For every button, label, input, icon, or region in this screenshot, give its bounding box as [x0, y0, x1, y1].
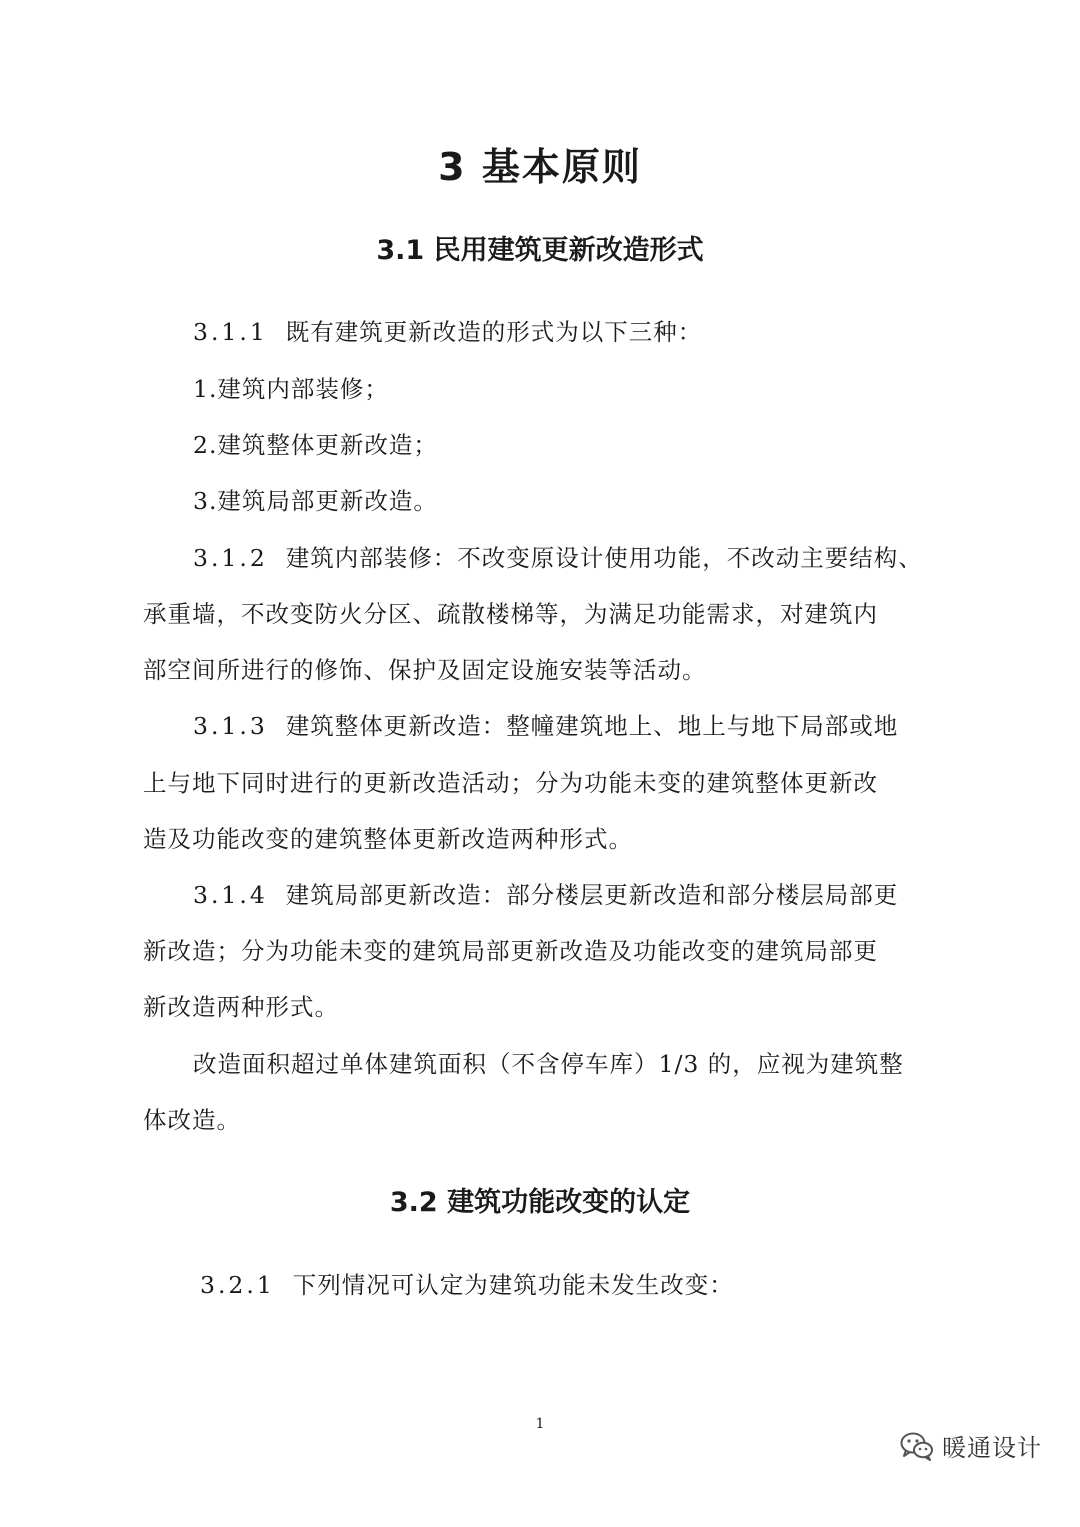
clause-text-line: 承重墙，不改变防火分区、疏散楼梯等，为满足功能需求，对建筑内 [143, 600, 878, 628]
clause-text: 下列情况可认定为建筑功能未发生改变： [292, 1271, 734, 1299]
clause-3-1-4 [193, 876, 898, 910]
clause-3-1-3 [193, 707, 898, 741]
page-number: 1 [535, 1416, 545, 1432]
clause-text-line: 部空间所进行的修饰、保护及固定设施安装等活动。 [143, 656, 707, 684]
clause-number: 3.1.3 [193, 712, 268, 740]
section-title-3-1: 3.1 民用建筑更新改造形式 [376, 235, 704, 266]
clause-text-line: 建筑整体更新改造：整幢建筑地上、地上与地下局部或地 [285, 712, 899, 740]
clause-text-line: 新改造；分为功能未变的建筑局部更新改造及功能改变的建筑局部更 [143, 937, 878, 965]
clause-3-2-1 [200, 1266, 734, 1300]
list-item: 3.建筑局部更新改造。 [193, 487, 438, 515]
clause-3-1-1 [193, 313, 702, 347]
list-item: 2.建筑整体更新改造； [193, 431, 438, 459]
chapter-title: 3 基本原则 [438, 145, 642, 189]
clause-number: 3.1.2 [193, 544, 268, 572]
wechat-icon [900, 1431, 934, 1461]
clause-text-line: 造及功能改变的建筑整体更新改造两种形式。 [143, 825, 633, 853]
clause-number: 3.1.4 [193, 881, 268, 909]
clause-number: 3.1.1 [193, 318, 268, 346]
clause-number: 3.2.1 [200, 1271, 275, 1299]
watermark-text: 暖通设计 [942, 1434, 1042, 1462]
list-item: 1.建筑内部装修； [193, 375, 389, 403]
note-line: 体改造。 [143, 1106, 241, 1134]
clause-3-1-2 [193, 539, 923, 573]
clause-text-line: 新改造两种形式。 [143, 993, 339, 1021]
clause-text: 既有建筑更新改造的形式为以下三种： [285, 318, 703, 346]
clause-text-line: 建筑内部装修：不改变原设计使用功能，不改动主要结构、 [285, 544, 923, 572]
note-line: 改造面积超过单体建筑面积（不含停车库）1/3 的，应视为建筑整 [193, 1050, 904, 1078]
watermark [900, 1428, 1042, 1463]
clause-text-line: 上与地下同时进行的更新改造活动；分为功能未变的建筑整体更新改 [143, 769, 878, 797]
section-title-3-2: 3.2 建筑功能改变的认定 [389, 1187, 691, 1218]
clause-text-line: 建筑局部更新改造：部分楼层更新改造和部分楼层局部更 [285, 881, 899, 909]
